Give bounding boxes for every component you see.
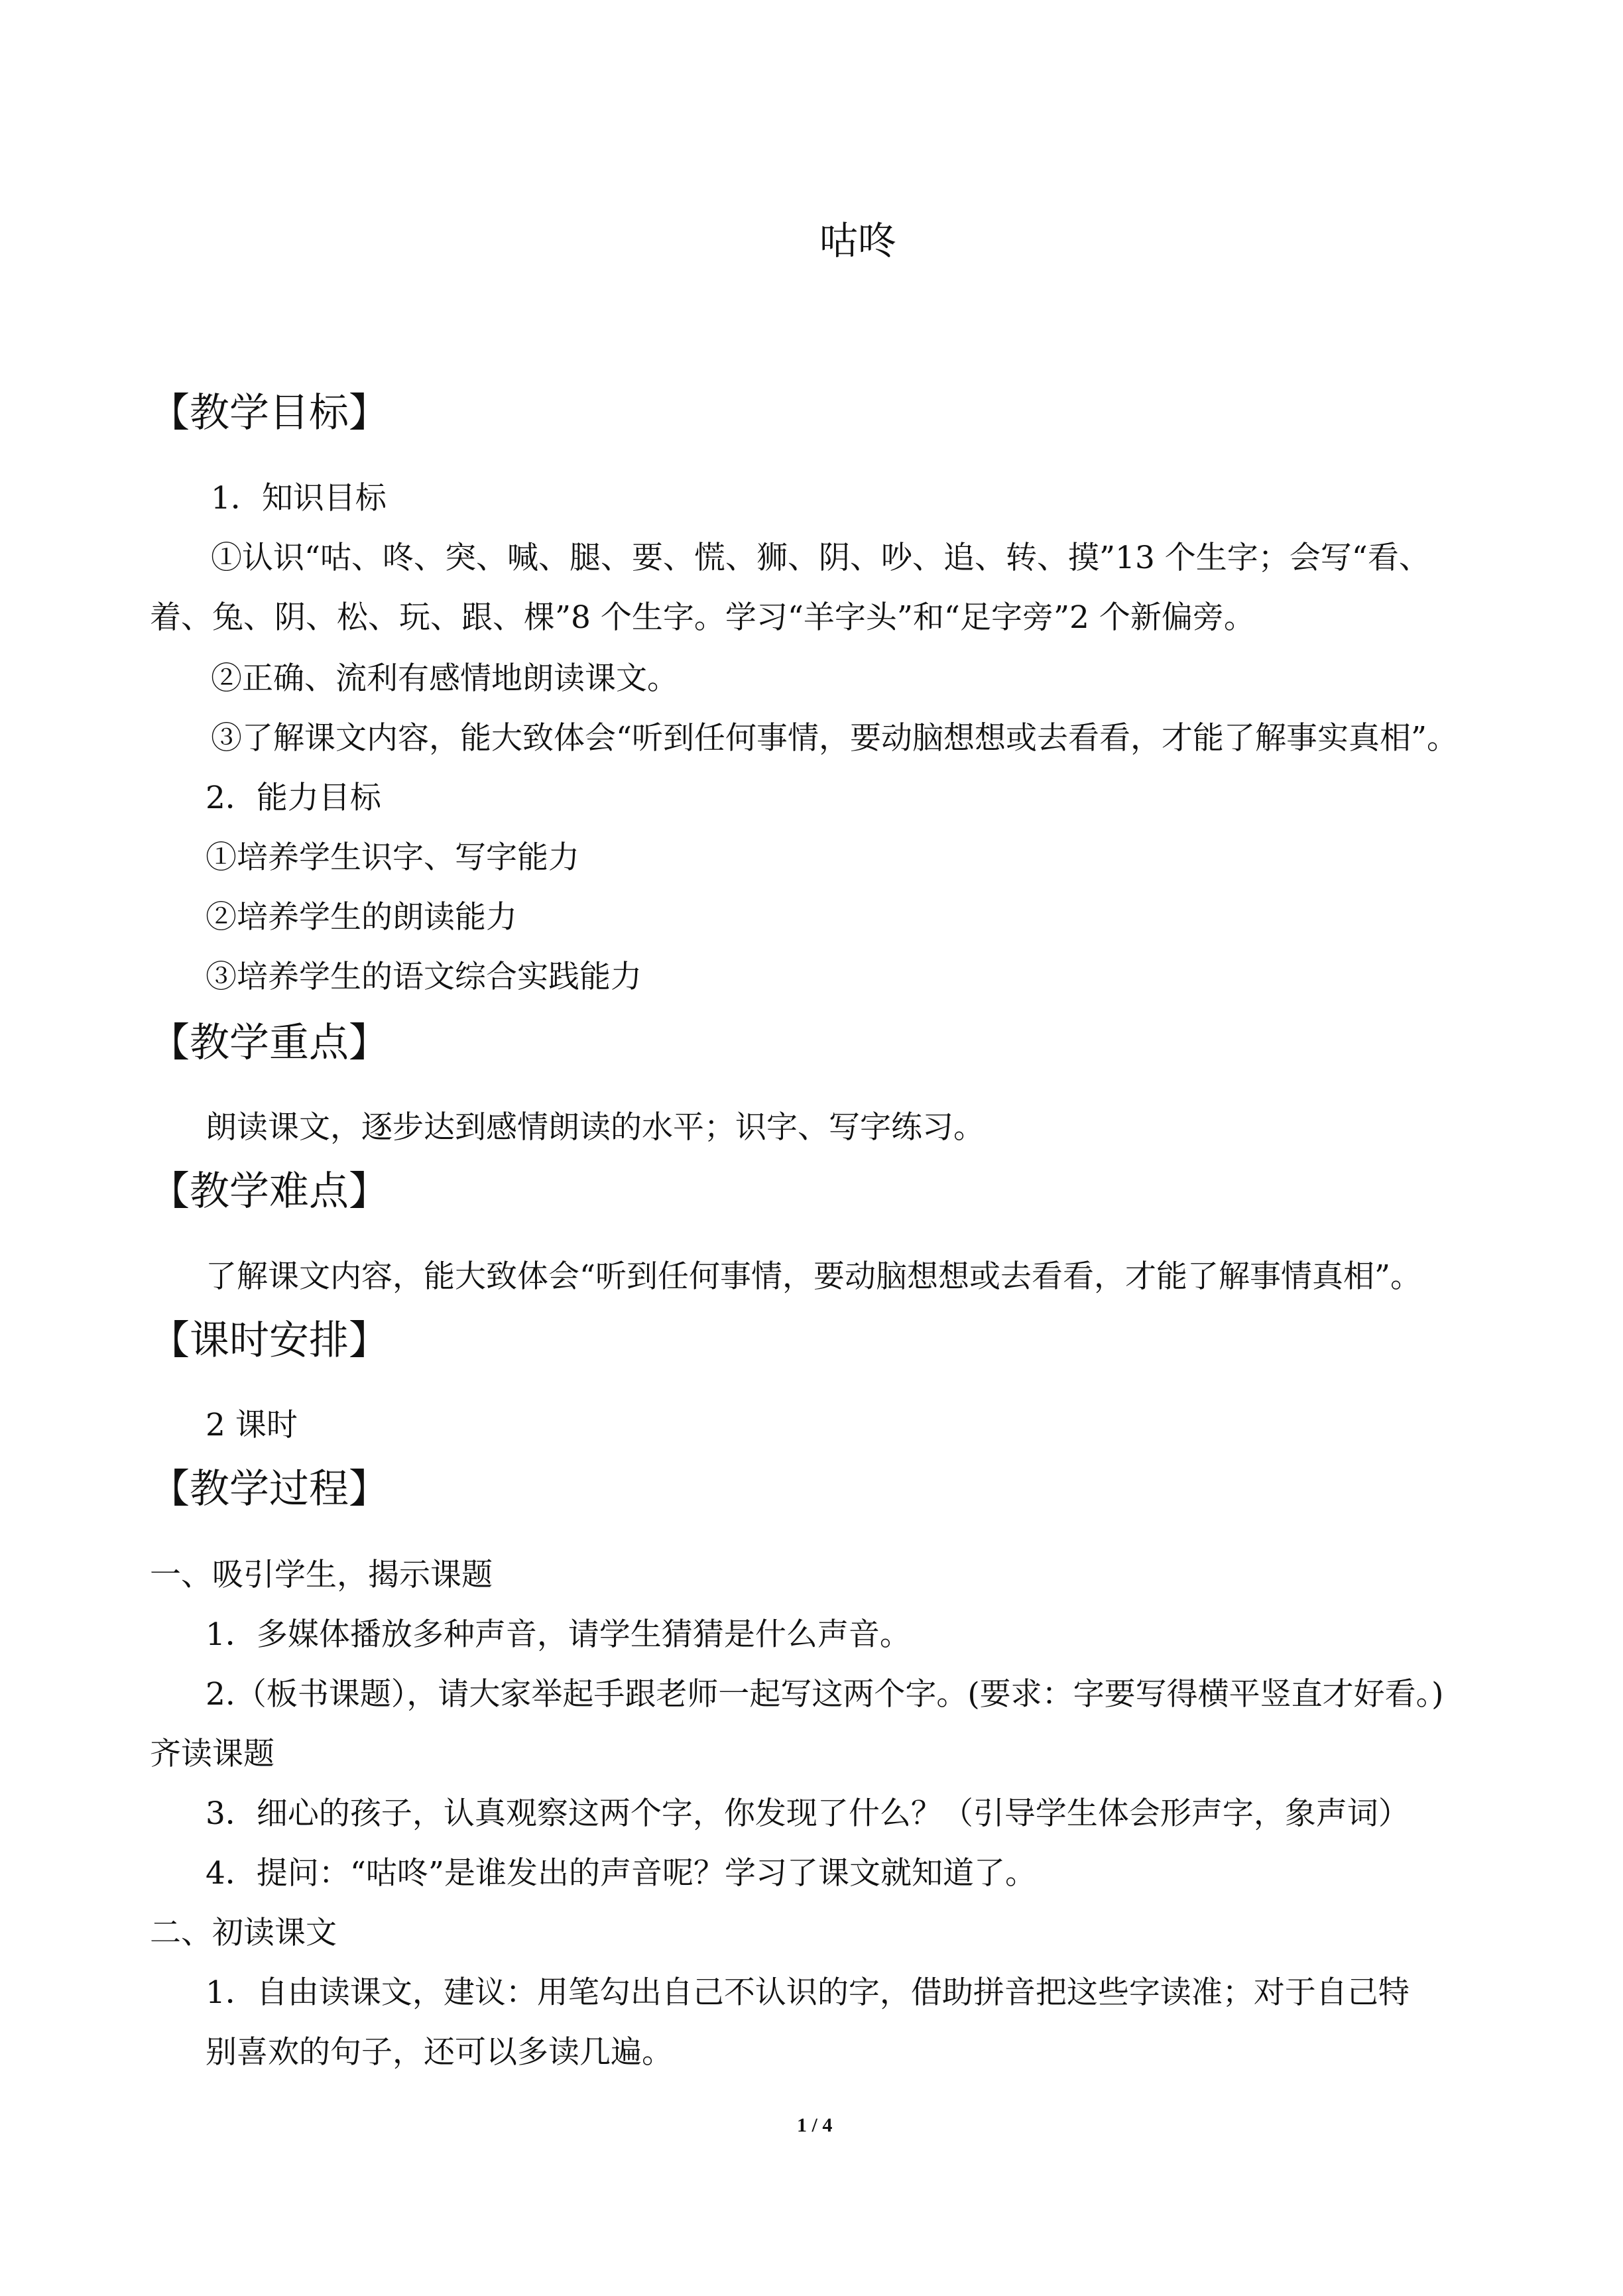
process-step-1-2-line2: 齐读课题 xyxy=(150,1736,274,1772)
difficulties-text: 了解课文内容，能大致体会“听到任何事情，要动脑想想或去看看，才能了解事情真相”。 xyxy=(206,1258,1422,1295)
knowledge-goal-3: ③了解课文内容，能大致体会“听到任何事情，要动脑想想或去看看，才能了解事实真相”。 xyxy=(211,720,1459,756)
process-step-2-1-line2: 别喜欢的句子，还可以多读几遍。 xyxy=(206,2034,673,2071)
page-title: 咕咚 xyxy=(819,218,897,263)
schedule-text: 2 课时 xyxy=(206,1407,298,1443)
process-heading: 【教学过程】 xyxy=(150,1466,389,1512)
knowledge-goal-1-line2: 着、兔、阴、松、玩、跟、棵”8 个生字。学习“羊字头”和“足字旁”2 个新偏旁。 xyxy=(150,599,1255,636)
process-step-1-1: 1．多媒体播放多种声音，请学生猜猜是什么声音。 xyxy=(206,1616,911,1653)
process-part2-title: 二、初读课文 xyxy=(150,1915,337,1951)
knowledge-goal-title: 1．知识目标 xyxy=(211,480,387,516)
key-points-text: 朗读课文，逐步达到感情朗读的水平；识字、写字练习。 xyxy=(206,1109,985,1146)
ability-goal-2: ②培养学生的朗读能力 xyxy=(206,899,517,936)
process-step-1-4: 4．提问：“咕咚”是谁发出的声音呢？学习了课文就知道了。 xyxy=(206,1855,1036,1892)
difficulties-heading: 【教学难点】 xyxy=(150,1168,389,1215)
process-step-1-3: 3．细心的孩子，认真观察这两个字，你发现了什么？（引导学生体会形声字，象声词） xyxy=(206,1795,1410,1832)
knowledge-goal-1-line1: ①认识“咕、咚、突、喊、腿、要、慌、狮、阴、吵、追、转、摸”13 个生字；会写“看、 xyxy=(211,540,1430,576)
ability-goal-3: ③培养学生的语文综合实践能力 xyxy=(206,959,642,995)
ability-goal-title: 2．能力目标 xyxy=(206,780,381,816)
schedule-heading: 【课时安排】 xyxy=(150,1317,389,1364)
key-points-heading: 【教学重点】 xyxy=(150,1020,389,1066)
process-part1-title: 一、吸引学生，揭示课题 xyxy=(150,1557,493,1593)
knowledge-goal-2: ②正确、流利有感情地朗读课文。 xyxy=(211,660,678,697)
process-step-1-2-line1: 2.（板书课题），请大家举起手跟老师一起写这两个字。(要求：字要写得横平竖直才好看。) xyxy=(206,1676,1444,1713)
process-step-2-1-line1: 1．自由读课文，建议：用笔勾出自己不认识的字，借助拼音把这些字读准；对于自己特 xyxy=(206,1974,1410,2011)
ability-goal-1: ①培养学生识字、写字能力 xyxy=(206,839,579,876)
objectives-heading: 【教学目标】 xyxy=(150,390,389,436)
page-number: 1 / 4 xyxy=(797,2114,833,2136)
